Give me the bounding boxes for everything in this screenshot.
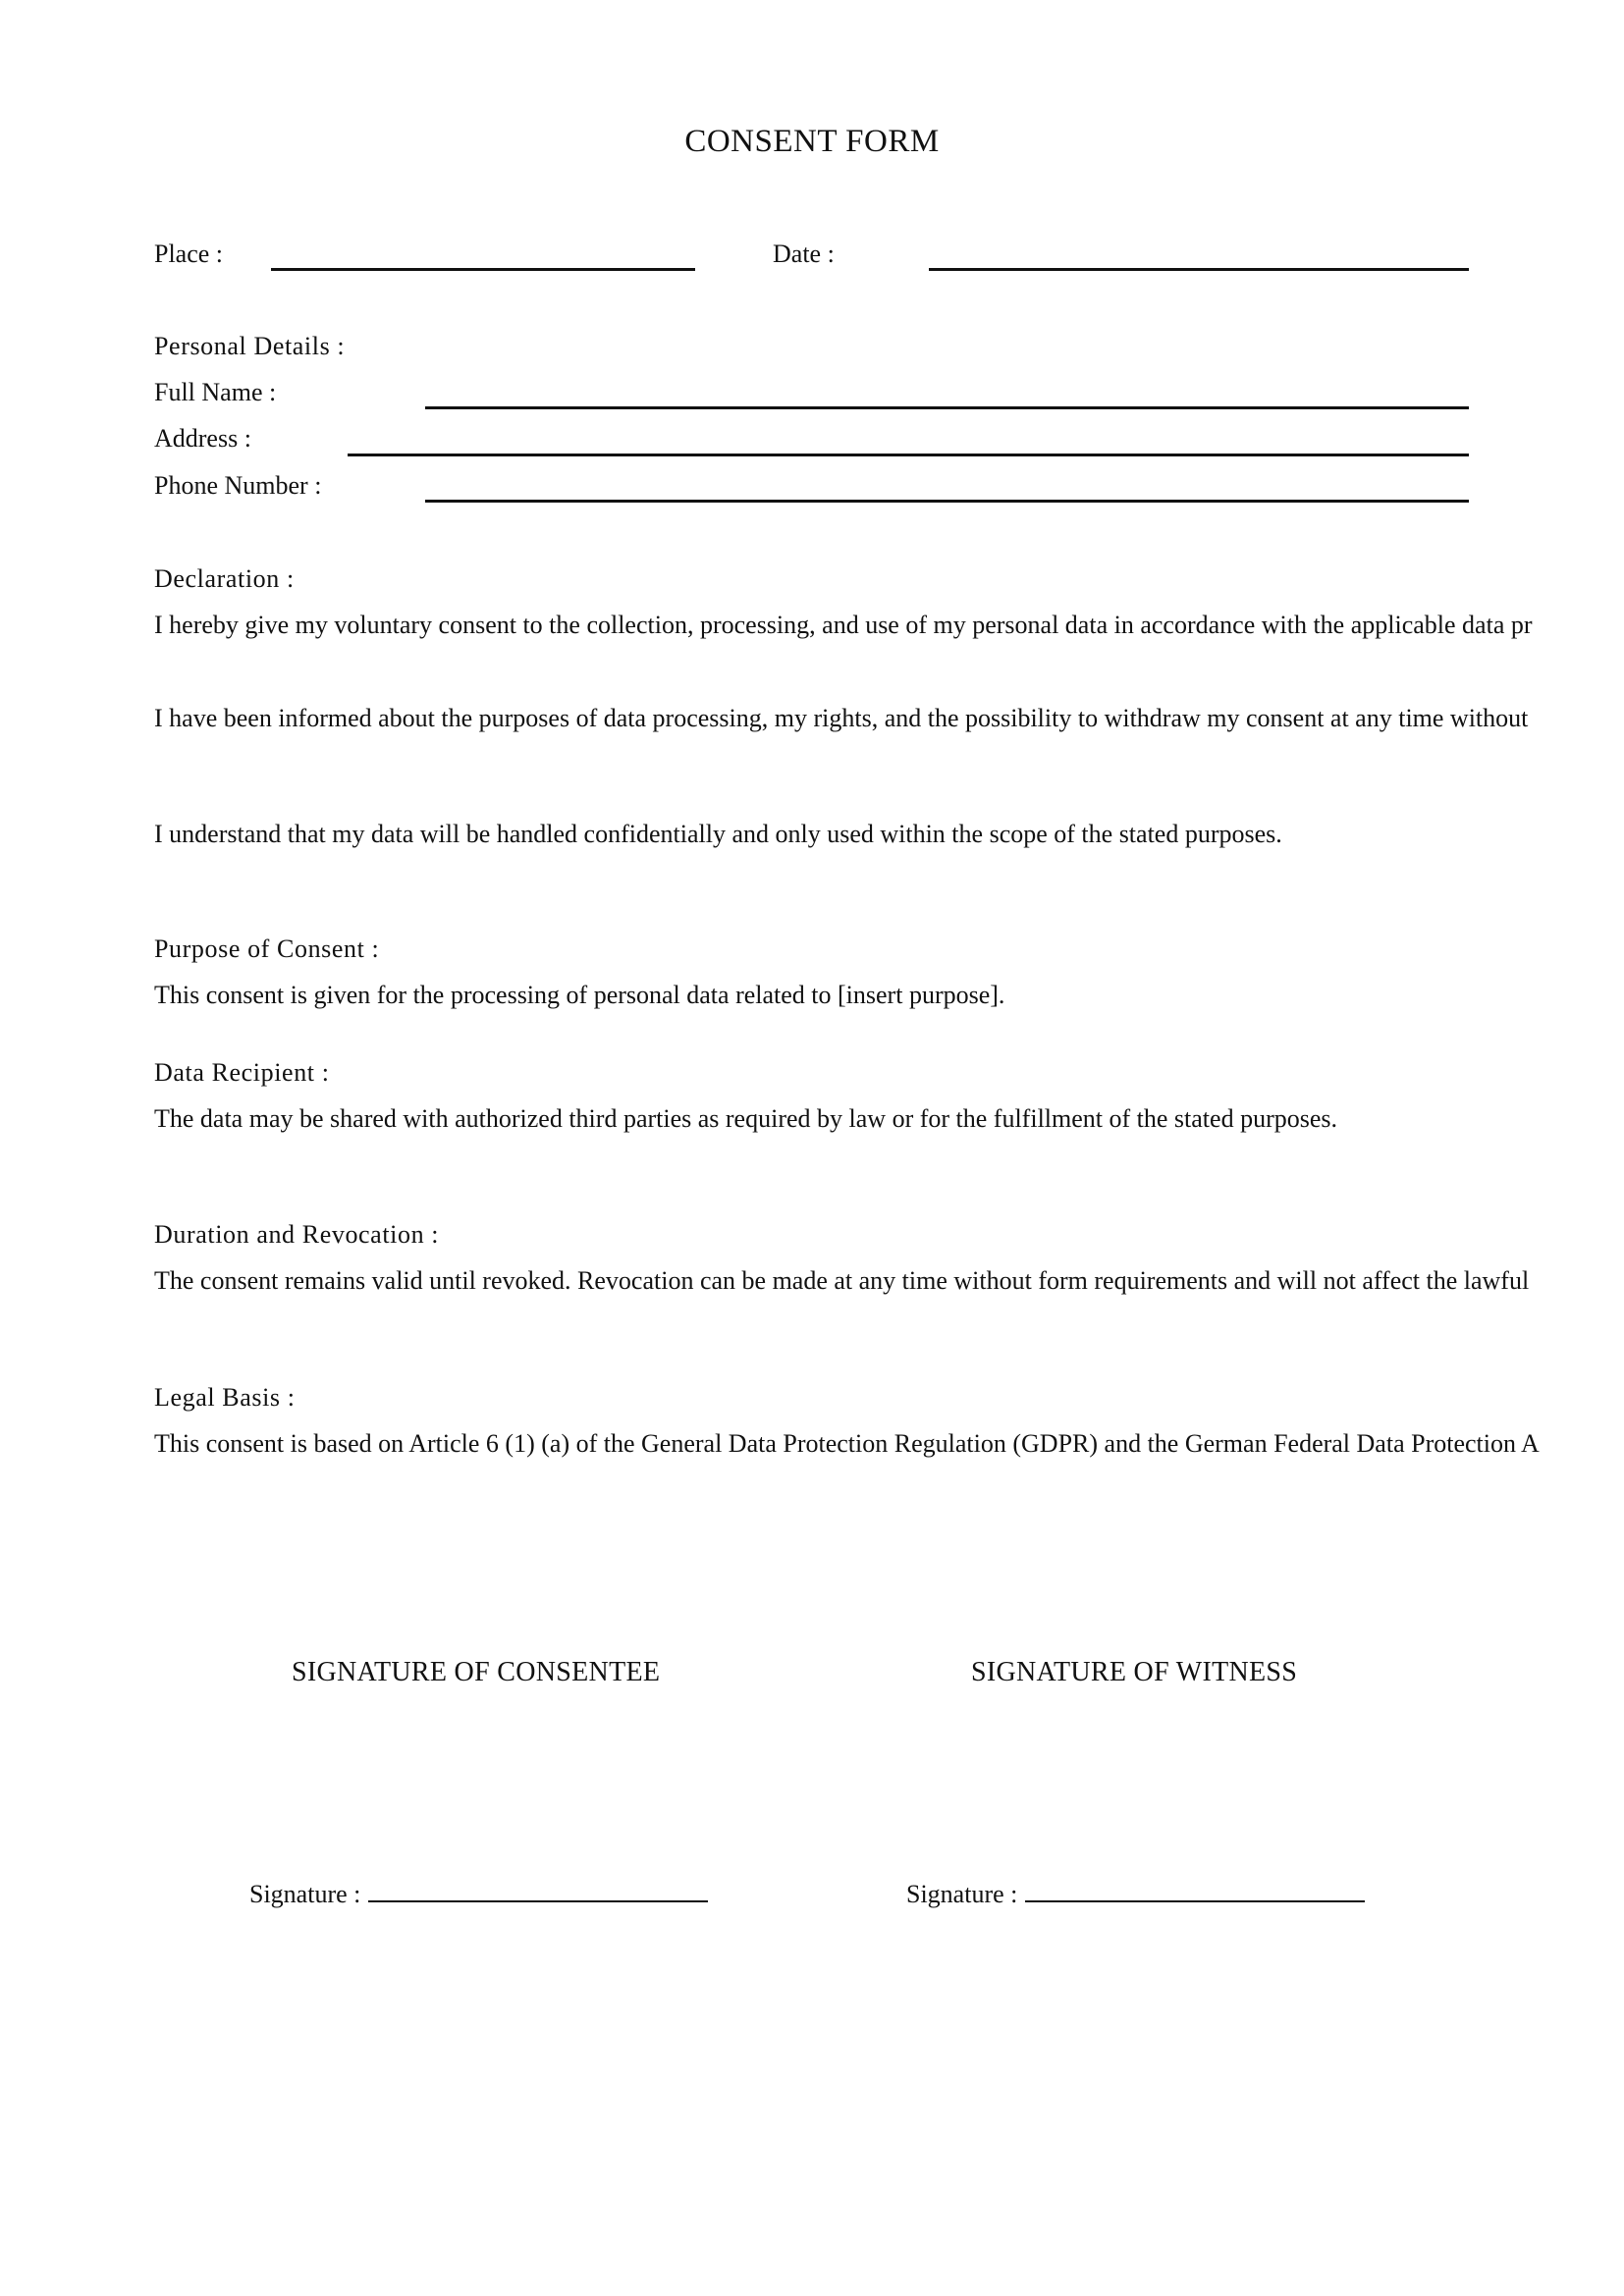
data-recipient-text: The data may be shared with authorized third parties as required by law or for the fulfillment of the stated purposes. [154, 1104, 1338, 1133]
witness-signature-line[interactable] [1025, 1877, 1365, 1902]
full-name-label: Full Name : [154, 378, 277, 406]
duration-heading: Duration and Revocation : [154, 1220, 440, 1249]
witness-signature-label: Signature : [906, 1880, 1018, 1908]
data-recipient-heading: Data Recipient : [154, 1058, 330, 1087]
purpose-heading: Purpose of Consent : [154, 934, 380, 963]
witness-signature-block [906, 1877, 1365, 1909]
declaration-paragraph-1: I hereby give my voluntary consent to the collection, processing, and use of my personal data in accordance with the applicable data pr [154, 611, 1533, 639]
witness-signature-heading: SIGNATURE OF WITNESS [971, 1657, 1298, 1687]
consentee-signature-line[interactable] [368, 1877, 708, 1902]
purpose-text: This consent is given for the processing of personal data related to [insert purpose]. [154, 981, 1005, 1009]
duration-text: The consent remains valid until revoked. Revocation can be made at any time without form requirements and will not affect the lawful [154, 1266, 1530, 1295]
page-title: CONSENT FORM [684, 124, 940, 159]
full-name-field-line[interactable] [425, 406, 1469, 409]
declaration-paragraph-3: I understand that my data will be handled confidentially and only used within the scope of the stated purposes. [154, 820, 1282, 848]
place-field-line[interactable] [271, 268, 695, 271]
consentee-signature-heading: SIGNATURE OF CONSENTEE [292, 1657, 661, 1687]
date-label: Date : [773, 240, 835, 268]
date-field-line[interactable] [929, 268, 1469, 271]
address-field-line[interactable] [348, 454, 1469, 456]
address-label: Address : [154, 424, 251, 453]
phone-number-field-line[interactable] [425, 500, 1469, 503]
consentee-signature-block [249, 1877, 708, 1909]
legal-basis-heading: Legal Basis : [154, 1383, 296, 1412]
declaration-heading: Declaration : [154, 564, 295, 593]
phone-number-label: Phone Number : [154, 471, 322, 500]
consentee-signature-label: Signature : [249, 1880, 361, 1908]
personal-details-heading: Personal Details : [154, 332, 346, 360]
legal-basis-text: This consent is based on Article 6 (1) (a) of the General Data Protection Regulation (GDPR) and the German Federal Data Protection A [154, 1429, 1540, 1458]
declaration-paragraph-2: I have been informed about the purposes of data processing, my rights, and the possibility to withdraw my consent at any time without [154, 704, 1529, 732]
place-label: Place : [154, 240, 224, 268]
